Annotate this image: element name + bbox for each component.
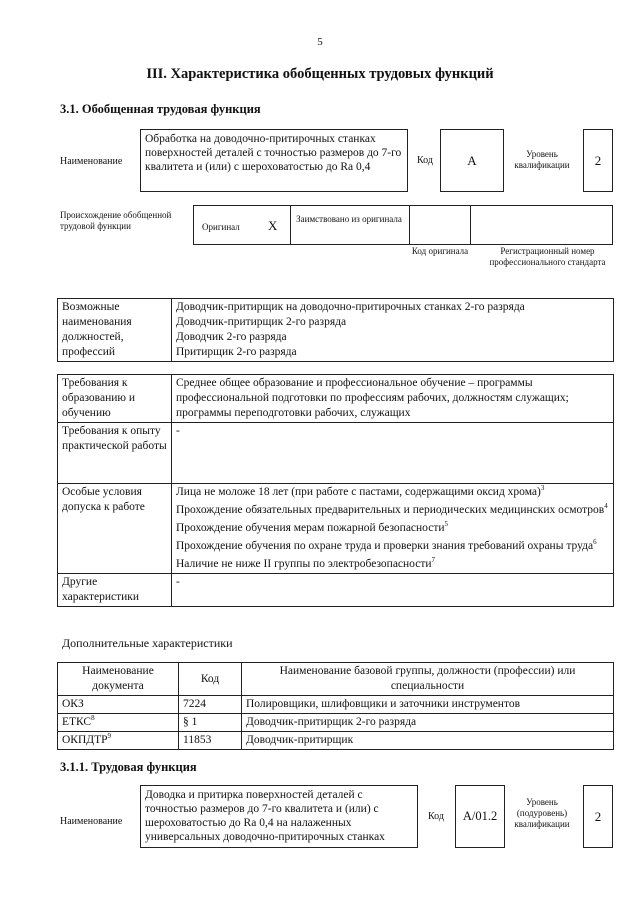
original-label: Оригинал [202, 222, 240, 232]
gtf-code-value: А [440, 129, 504, 192]
page-number: 5 [317, 36, 323, 48]
gtf-code-label: Код [417, 155, 433, 166]
table-row [58, 696, 614, 714]
table-row [58, 732, 614, 750]
row-doc: ОКЗ [58, 696, 179, 714]
origin-table [193, 205, 613, 245]
positions-label: Возможные наименования должностей, профессий [58, 299, 172, 362]
row-code: 11853 [179, 732, 242, 750]
divider [409, 206, 410, 244]
condition-item: Наличие не ниже II группы по электробезопасности$^7$ [176, 556, 436, 570]
header-doc: Наименование документа [58, 663, 179, 696]
gtf-heading: 3.1. Обобщенная трудовая функция [60, 102, 261, 116]
row-code: 7224 [179, 696, 242, 714]
section-title: III. Характеристика обобщенных трудовых функций [146, 66, 494, 82]
experience-text: - [172, 423, 614, 484]
row-name: Доводчик-притирщик [242, 732, 614, 750]
other-text: - [172, 574, 614, 607]
tf-name-label: Наименование [60, 816, 123, 827]
position-item: Доводчик-притирщик 2-го разряда [176, 316, 347, 328]
positions-table [57, 298, 614, 362]
divider [290, 206, 291, 244]
condition-item: Лица не моложе 18 лет (при работе с пастами, содержащими оксид хрома)$^3$ [176, 484, 545, 498]
header-code: Код [179, 663, 242, 696]
education-text: Среднее общее образование и профессиональное обучение – программы профессиональной подготовки по профессиям рабочих, должностям служащих; программы переподготовки рабочих, служащих [172, 375, 614, 423]
education-label: Требования к образованию и обучению [58, 375, 172, 423]
tf-heading: 3.1.1. Трудовая функция [60, 760, 197, 774]
condition-item: Прохождение обучения по охране труда и проверки знания требований охраны труда$^6$ [176, 538, 597, 552]
other-label: Другие характеристики [58, 574, 172, 607]
positions-list [172, 299, 614, 362]
requirements-table [57, 374, 614, 607]
condition-item: Прохождение обучения мерам пожарной безопасности$^5$ [176, 520, 449, 534]
tf-name-value: Доводка и притирка поверхностей деталей с точностью размеров до 7-го квалитета и (или) с шероховатостью до Ra 0,4 на налаженных универсальных доводочно-притирочных станках [140, 785, 418, 848]
gtf-level-label: Уровень квалификации [514, 149, 570, 170]
position-item: Доводчик-притирщик на доводочно-притирочных станках 2-го разряда [176, 301, 525, 313]
gtf-name-label: Наименование [60, 156, 123, 167]
gtf-name-value: Обработка на доводочно-притирочных станках поверхностей деталей с точностью размеров до 7-го квалитета и (или) с шероховатостью до Ra 0,4 [140, 129, 408, 192]
orig-code-caption: Код оригинала [411, 246, 469, 256]
experience-label: Требования к опыту практической работы [58, 423, 172, 484]
borrowed-label: Заимствовано из оригинала [296, 214, 402, 224]
row-name: Полировщики, шлифовщики и заточники инструментов [242, 696, 614, 714]
divider [470, 206, 471, 244]
tf-code-value: A/01.2 [455, 785, 505, 848]
position-item: Притирщик 2-го разряда [176, 346, 297, 358]
additional-title: Дополнительные характеристики [62, 636, 233, 650]
tf-level-value: 2 [583, 785, 613, 848]
row-name: Доводчик-притирщик 2-го разряда [242, 714, 614, 732]
row-doc: ОКПДТР$^9$ [58, 732, 179, 750]
row-doc: ЕТКС$^8$ [58, 714, 179, 732]
additional-table [57, 662, 614, 750]
reg-number-caption: Регистрационный номер профессионального стандарта [489, 246, 606, 267]
header-name: Наименование базовой группы, должности (профессии) или специальности [242, 663, 614, 696]
condition-item: Прохождение обязательных предварительных и периодических медицинских осмотров$^4$ [176, 502, 608, 516]
table-row [58, 714, 614, 732]
special-conditions-list [172, 484, 614, 574]
special-conditions-label: Особые условия допуска к работе [58, 484, 172, 574]
origin-label: Происхождение обобщенной трудовой функции [60, 210, 172, 231]
row-code: § 1 [179, 714, 242, 732]
original-mark: X [268, 218, 278, 233]
tf-level-label: Уровень (подуровень) квалификации [514, 797, 570, 829]
tf-code-label: Код [428, 811, 444, 822]
gtf-level-value: 2 [583, 129, 613, 192]
position-item: Доводчик 2-го разряда [176, 331, 287, 343]
